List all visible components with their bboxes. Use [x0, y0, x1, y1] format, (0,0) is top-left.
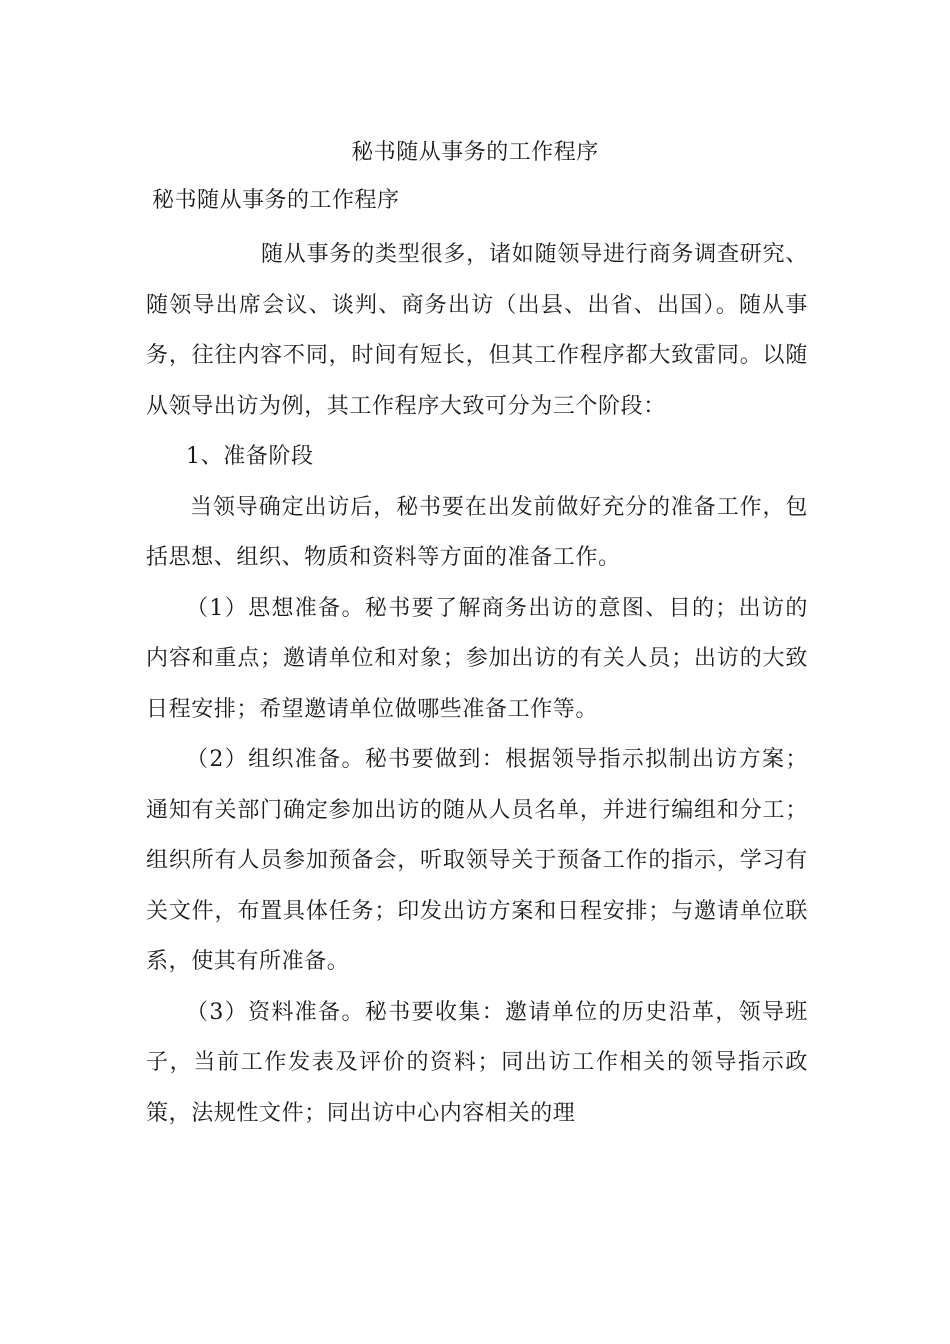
paragraph-mental-preparation: （1）思想准备。秘书要了解商务出访的意图、目的；出访的内容和重点；邀请单位和对象；参加出访的有关人员；出访的大致日程安排；希望邀请单位做哪些准备工作等。 [146, 595, 808, 722]
section-heading-preparation: 1、准备阶段 [186, 444, 314, 469]
paragraph-preparation: 当领导确定出访后，秘书要在出发前做好充分的准备工作，包括思想、组织、物质和资料等方面的准备工作。 [146, 494, 808, 570]
paragraph-organizational-preparation: （2）组织准备。秘书要做到：根据领导指示拟制出访方案；通知有关部门确定参加出访的随从人员名单，并进行编组和分工；组织所有人员参加预备会，听取领导关于预备工作的指示，学习有关文件，布置具体任务；印发出访方案和日程安排；与邀请单位联系，使其有所准备。 [146, 747, 808, 974]
document-title: 秘书随从事务的工作程序 [351, 140, 599, 165]
document-subtitle: 秘书随从事务的工作程序 [152, 188, 400, 213]
paragraph-intro: 随从事务的类型很多，诸如随领导进行商务调查研究、随领导出席会议、谈判、商务出访（出县、出省、出国）。随从事务，往往内容不同，时间有短长，但其工作程序都大致雷同。以随从领导出访为例，其工作程序大致可分为三个阶段： [146, 242, 808, 419]
paragraph-material-preparation: （3）资料准备。秘书要收集：邀请单位的历史沿革，领导班子，当前工作发表及评价的资料；同出访工作相关的领导指示政策，法规性文件；同出访中心内容相关的理 [146, 999, 808, 1126]
document-body [146, 230, 808, 1139]
